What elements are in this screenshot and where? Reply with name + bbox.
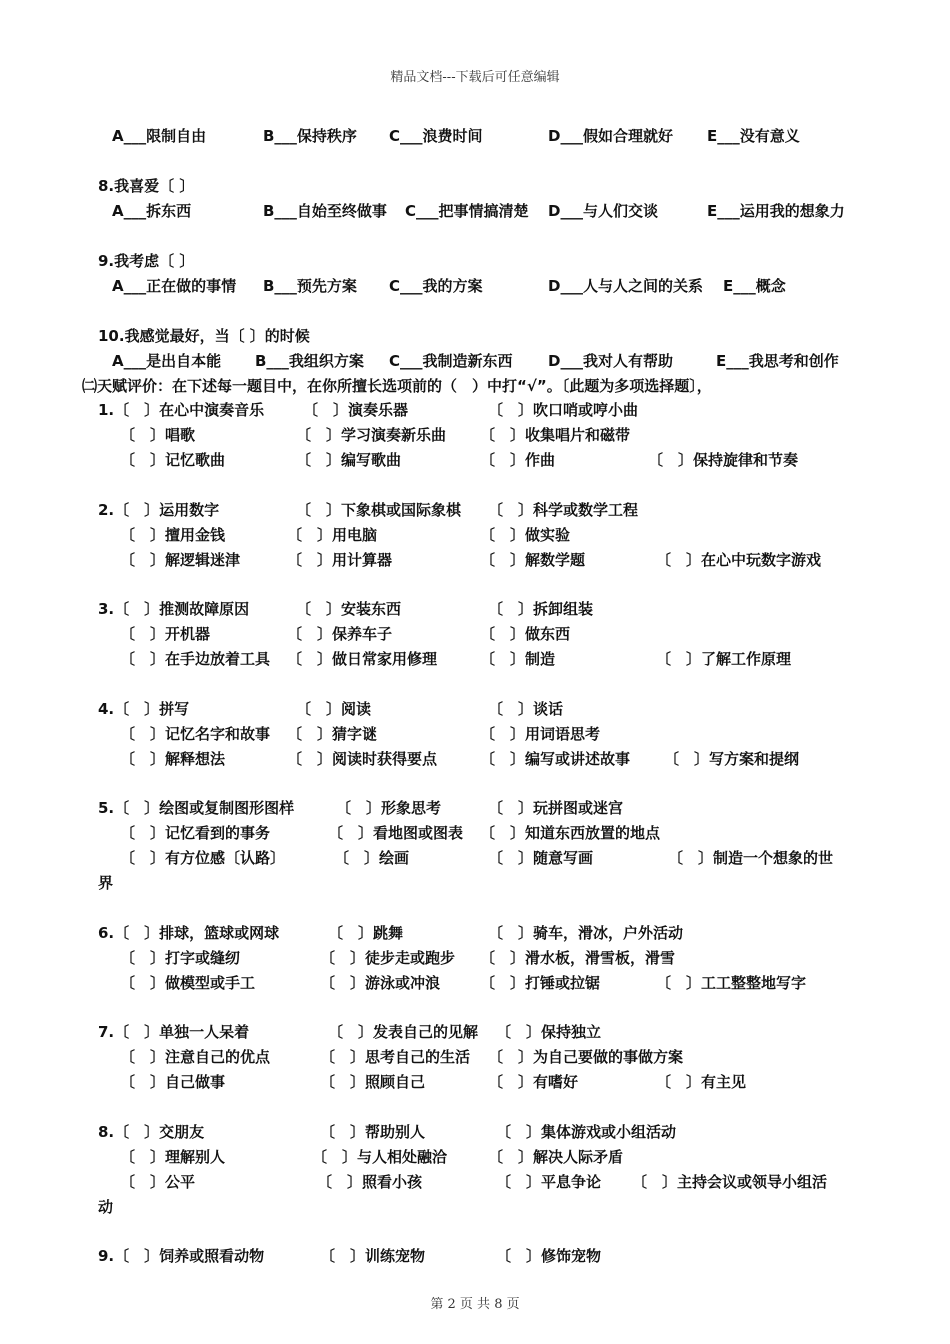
text-segment: 〔 〕跳舞 <box>328 924 404 942</box>
text-segment: E___我思考和创作 <box>716 352 839 370</box>
text-segment: D___与人们交谈 <box>548 202 658 220</box>
text-segment: D___人与人之间的关系 <box>548 277 703 295</box>
text-segment: 〔 〕制造一个想象的世 <box>668 849 834 867</box>
text-segment: 〔 〕解数学题 <box>480 551 586 569</box>
text-segment: D___我对人有帮助 <box>548 352 673 370</box>
text-segment: D___假如合理就好 <box>548 127 673 145</box>
text-segment: 〔 〕下象棋或国际象棋 <box>296 501 462 519</box>
text-segment: 〔 〕为自己要做的事做方案 <box>488 1048 684 1066</box>
text-segment: A___正在做的事情 <box>112 277 237 295</box>
text-segment: 〔 〕做模型或手工 <box>120 974 256 992</box>
text-segment: 9.〔 〕饲养或照看动物 <box>98 1247 265 1265</box>
text-segment: 〔 〕解决人际矛盾 <box>488 1148 624 1166</box>
text-segment: 〔 〕理解别人 <box>120 1148 226 1166</box>
text-segment: A___是出自本能 <box>112 352 222 370</box>
text-segment: 〔 〕照顾自己 <box>320 1073 426 1091</box>
text-segment: 3.〔 〕推测故障原因 <box>98 600 250 618</box>
text-segment: 〔 〕保持独立 <box>496 1023 602 1041</box>
text-segment: 〔 〕发表自己的见解 <box>328 1023 479 1041</box>
text-segment: 〔 〕编写歌曲 <box>296 451 402 469</box>
text-segment: 〔 〕安装东西 <box>296 600 402 618</box>
text-segment: B___自始至终做事 <box>263 202 387 220</box>
text-segment: 〔 〕修饰宠物 <box>496 1247 602 1265</box>
text-segment: 〔 〕猜字谜 <box>287 725 378 743</box>
text-segment: B___预先方案 <box>263 277 357 295</box>
text-segment: 9.我考虑〔 〕 <box>98 252 195 270</box>
text-segment: 〔 〕平息争论 <box>496 1173 602 1191</box>
text-segment: 〔 〕记忆歌曲 <box>120 451 226 469</box>
page-footer: 第 2 页 共 8 页 <box>430 1297 520 1312</box>
text-segment: 〔 〕游泳或冲浪 <box>320 974 441 992</box>
text-segment: 〔 〕玩拼图或迷宫 <box>488 799 624 817</box>
text-segment: E___没有意义 <box>707 127 800 145</box>
text-segment: 〔 〕吹口哨或哼小曲 <box>488 401 639 419</box>
text-segment: 〔 〕解逻辑迷津 <box>120 551 241 569</box>
text-segment: 动 <box>98 1198 114 1216</box>
text-segment: 〔 〕形象思考 <box>336 799 442 817</box>
text-segment: 〔 〕在心中玩数字游戏 <box>656 551 822 569</box>
text-segment: 1.〔 〕在心中演奏音乐 <box>98 401 265 419</box>
text-segment: 〔 〕解释想法 <box>120 750 226 768</box>
text-segment: A___限制自由 <box>112 127 207 145</box>
text-segment: 8.我喜爱〔 〕 <box>98 177 195 195</box>
text-segment: 〔 〕了解工作原理 <box>656 650 792 668</box>
text-segment: 〔 〕保持旋律和节奏 <box>648 451 799 469</box>
text-segment: 〔 〕用电脑 <box>287 526 378 544</box>
text-segment: 〔 〕拆卸组装 <box>488 600 594 618</box>
text-segment: 〔 〕绘画 <box>334 849 410 867</box>
text-segment: 〔 〕照看小孩 <box>317 1173 423 1191</box>
text-segment: E___概念 <box>723 277 786 295</box>
text-segment: 〔 〕自己做事 <box>120 1073 226 1091</box>
text-segment: A___拆东西 <box>112 202 192 220</box>
text-segment: 5.〔 〕绘图或复制图形图样 <box>98 799 295 817</box>
text-segment: ㈡天赋评价：在下述每一题目中，在你所擅长选项前的（ ）中打“√”。〔此题为多项选择题〕， <box>82 377 712 395</box>
text-segment: 10.我感觉最好，当〔 〕的时候 <box>98 327 310 345</box>
text-segment: 〔 〕阅读时获得要点 <box>287 750 438 768</box>
text-segment: 〔 〕打锤或拉锯 <box>480 974 601 992</box>
text-segment: 〔 〕阅读 <box>296 700 372 718</box>
text-segment: 〔 〕在手边放着工具 <box>120 650 271 668</box>
text-segment: 〔 〕记忆名字和故事 <box>120 725 271 743</box>
text-segment: 界 <box>98 874 114 892</box>
text-segment: 〔 〕公平 <box>120 1173 196 1191</box>
text-segment: 〔 〕做日常家用修理 <box>287 650 438 668</box>
text-segment: 7.〔 〕单独一人呆着 <box>98 1023 250 1041</box>
text-segment: 〔 〕制造 <box>480 650 556 668</box>
text-segment: 〔 〕科学或数学工程 <box>488 501 639 519</box>
text-segment: 〔 〕主持会议或领导小组活 <box>632 1173 828 1191</box>
text-segment: 〔 〕作曲 <box>480 451 556 469</box>
text-segment: 4.〔 〕拼写 <box>98 700 190 718</box>
text-segment: C___我制造新东西 <box>389 352 513 370</box>
text-segment: 〔 〕看地图或图表 <box>328 824 464 842</box>
text-segment: C___我的方案 <box>389 277 483 295</box>
text-segment: 〔 〕唱歌 <box>120 426 196 444</box>
text-segment: E___运用我的想象力 <box>707 202 845 220</box>
text-segment: 6.〔 〕排球，篮球或网球 <box>98 924 280 942</box>
text-segment: B___我组织方案 <box>255 352 364 370</box>
text-segment: 〔 〕有主见 <box>656 1073 747 1091</box>
text-segment: C___把事情搞清楚 <box>405 202 529 220</box>
text-segment: 〔 〕用词语思考 <box>480 725 601 743</box>
text-segment: 〔 〕工工整整地写字 <box>656 974 807 992</box>
text-segment: 〔 〕帮助别人 <box>320 1123 426 1141</box>
text-segment: 〔 〕思考自己的生活 <box>320 1048 471 1066</box>
text-segment: 〔 〕随意写画 <box>488 849 594 867</box>
text-segment: 〔 〕注意自己的优点 <box>120 1048 271 1066</box>
text-segment: 〔 〕保养车子 <box>287 625 393 643</box>
text-segment: C___浪费时间 <box>389 127 483 145</box>
text-segment: 〔 〕开机器 <box>120 625 211 643</box>
text-segment: 〔 〕有嗜好 <box>488 1073 579 1091</box>
text-segment: 2.〔 〕运用数字 <box>98 501 220 519</box>
text-segment: 〔 〕做实验 <box>480 526 571 544</box>
text-segment: 〔 〕知道东西放置的地点 <box>480 824 661 842</box>
text-segment: 〔 〕有方位感〔认路〕 <box>120 849 286 867</box>
text-segment: 〔 〕做东西 <box>480 625 571 643</box>
text-segment: 〔 〕用计算器 <box>287 551 393 569</box>
text-segment: 〔 〕收集唱片和磁带 <box>480 426 631 444</box>
text-segment: 〔 〕徒步走或跑步 <box>320 949 456 967</box>
text-segment: 〔 〕学习演奏新乐曲 <box>296 426 447 444</box>
text-segment: 〔 〕擅用金钱 <box>120 526 226 544</box>
page-header: 精品文档---下载后可任意编辑 <box>390 70 560 85</box>
text-segment: 〔 〕滑水板，滑雪板，滑雪 <box>480 949 676 967</box>
text-segment: 8.〔 〕交朋友 <box>98 1123 205 1141</box>
text-segment: 〔 〕与人相处融洽 <box>312 1148 448 1166</box>
text-segment: 〔 〕训练宠物 <box>320 1247 426 1265</box>
text-segment: B___保持秩序 <box>263 127 357 145</box>
text-segment: 〔 〕骑车，滑冰，户外活动 <box>488 924 684 942</box>
text-segment: 〔 〕打字或缝纫 <box>120 949 241 967</box>
text-segment: 〔 〕写方案和提纲 <box>664 750 800 768</box>
text-segment: 〔 〕编写或讲述故事 <box>480 750 631 768</box>
text-segment: 〔 〕谈话 <box>488 700 564 718</box>
text-segment: 〔 〕演奏乐器 <box>303 401 409 419</box>
text-segment: 〔 〕记忆看到的事务 <box>120 824 271 842</box>
text-segment: 〔 〕集体游戏或小组活动 <box>496 1123 677 1141</box>
